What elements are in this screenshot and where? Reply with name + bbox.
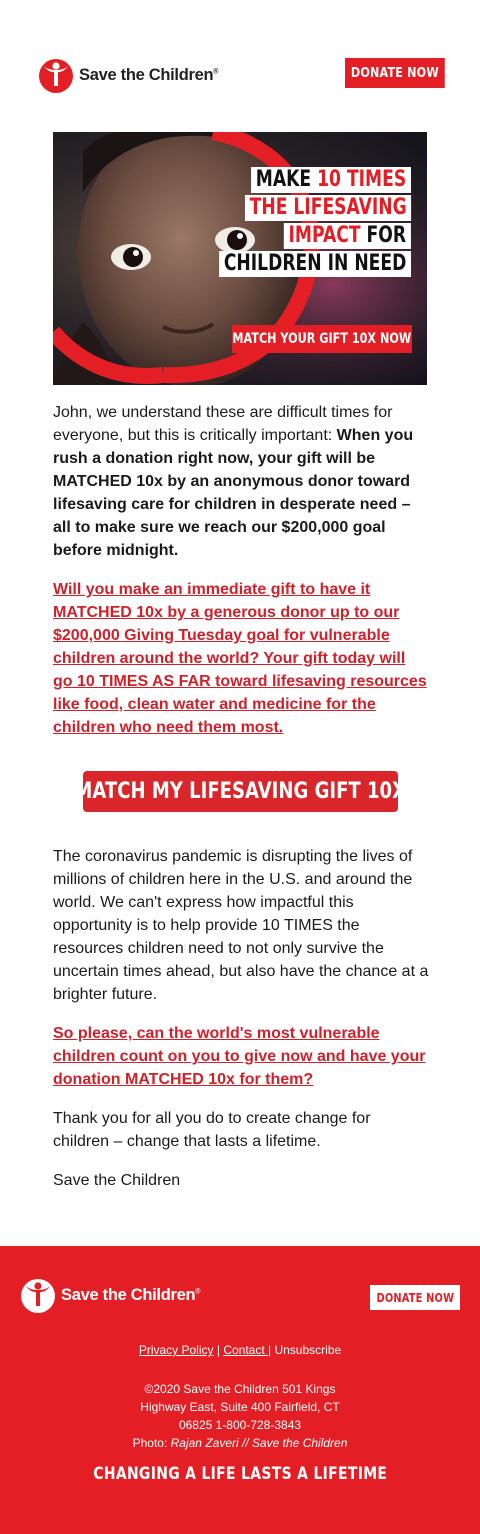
second-appeal-paragraph	[53, 1022, 429, 1091]
thanks-paragraph: Thank you for all you do to create change for children – change that lasts a lifetime.	[53, 1110, 371, 1150]
child-figure-icon	[38, 56, 74, 94]
headline-line: THE LIFESAVING	[245, 195, 411, 221]
footer-address	[0, 1380, 480, 1452]
link-separator: |	[213, 1343, 224, 1357]
appeal-donate-link[interactable]: Will you make an immediate gift to have it MATCHED 10x by a generous donor up to our $200,000 Giving Tuesday goal for vulnerable children around the world? Your gift today will go 10 TIMES AS FAR toward lifesaving resources like food, clean water and medicine for the children who need them most.	[53, 581, 427, 736]
address-line: Highway East, Suite 400 Fairfield, CT	[140, 1400, 340, 1414]
footer-logo-wordmark: Save the Children®	[61, 1285, 201, 1304]
second-donate-link[interactable]: So please, can the world's most vulnerable children count on you to give now and have your donation MATCHED 10x for them?	[53, 1025, 426, 1088]
photo-credit: Photo: Rajan Zaveri // Save the Children	[132, 1436, 348, 1450]
address-line: ©2020 Save the Children 501 Kings	[144, 1382, 336, 1396]
privacy-policy-link[interactable]: Privacy Policy	[138, 1343, 214, 1357]
hero-headline	[165, 167, 411, 277]
signature: Save the Children	[53, 1172, 181, 1189]
footer-logo[interactable]	[20, 1276, 200, 1314]
match-gift-hero-button[interactable]: MATCH YOUR GIFT 10X NOW	[232, 325, 412, 353]
link-separator: |	[268, 1343, 275, 1357]
email-footer	[0, 1246, 480, 1534]
child-figure-icon	[20, 1276, 56, 1314]
donate-now-button[interactable]: DONATE NOW	[345, 58, 445, 88]
logo-wordmark: Save the Children®	[79, 65, 219, 84]
save-the-children-logo[interactable]	[38, 56, 218, 94]
footer-links	[0, 1343, 480, 1357]
address-line: 06825 1-800-728-3843	[178, 1418, 302, 1432]
headline-line: CHILDREN IN NEED	[219, 251, 411, 277]
contact-link[interactable]: Contact	[223, 1343, 269, 1357]
footer-donate-now-button[interactable]: DONATE NOW	[370, 1285, 460, 1310]
appeal-paragraph	[53, 578, 429, 739]
headline-line: MAKE 10 TIMES	[251, 167, 411, 193]
email-header	[0, 0, 480, 132]
footer-tagline: CHANGING A LIFE LASTS A LIFETIME	[92, 1464, 387, 1484]
headline-line: IMPACT FOR	[284, 223, 411, 249]
match-my-gift-button[interactable]: MATCH MY LIFESAVING GIFT 10X	[83, 771, 398, 812]
pandemic-paragraph: The coronavirus pandemic is disrupting the lives of millions of children here in the U.S. and around the world. We can't express how impactful this opportunity is to help provide 10 TIMES the resources children need to not only survive the uncertain times ahead, but also have the chance at a brighter future.	[53, 848, 429, 1003]
unsubscribe-link[interactable]: Unsubscribe	[274, 1343, 342, 1357]
hero-banner[interactable]	[53, 132, 427, 385]
intro-paragraph: John, we understand these are difficult times for everyone, but this is critically important: When you rush a donation right now, your gift will be MATCHED 10x by an anonymous donor toward lifesaving care for children in desperate need – all to make sure we reach our $200,000 goal before midnight.	[53, 404, 414, 559]
